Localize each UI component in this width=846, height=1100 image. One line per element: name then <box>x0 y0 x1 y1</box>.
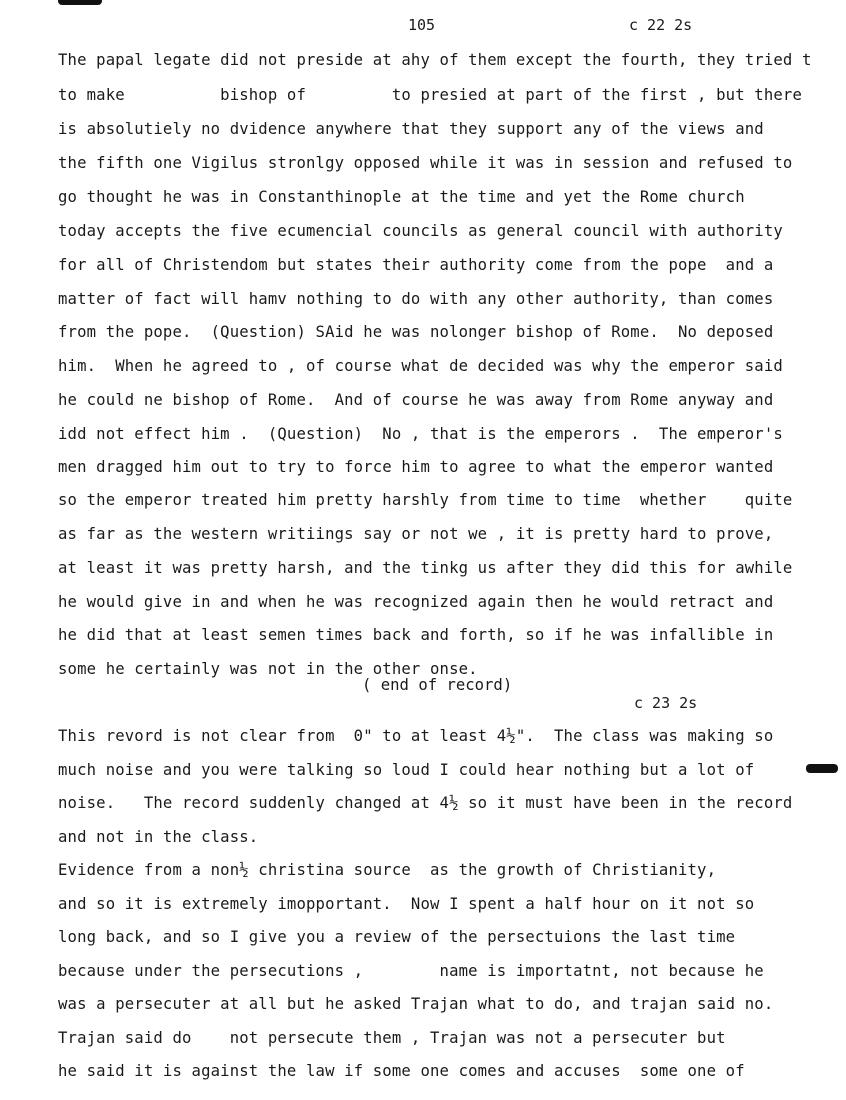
scan-artifact-mark <box>58 0 102 5</box>
text-line: so the emperor treated him pretty harshly from time to time whether quite <box>58 491 793 509</box>
text-line: for all of Christendom but states their authority come from the pope and a <box>58 256 774 274</box>
text-line: the fifth one Vigilus stronlgy opposed while it was in session and refused to <box>58 154 793 172</box>
text-line: him. When he agreed to , of course what de decided was why the emperor said <box>58 357 783 375</box>
text-line: matter of fact will hamv nothing to do with any other authority, than comes <box>58 290 774 308</box>
text-line: is absolutiely no dvidence anywhere that they support any of the views and <box>58 120 764 138</box>
ink-blot <box>806 764 838 773</box>
text-line: This revord is not clear from 0" to at least 4½". The class was making so <box>58 727 774 745</box>
text-line: and not in the class. <box>58 828 259 846</box>
text-line: Evidence from a non½ christina source as the growth of Christianity, <box>58 861 717 879</box>
text-line: he would give in and when he was recognized again then he would retract and <box>58 593 774 611</box>
text-line: he said it is against the law if some one comes and accuses some one of <box>58 1062 745 1080</box>
text-line: and so it is extremely imopportant. Now I spent a half hour on it not so <box>58 895 755 913</box>
text-line: he did that at least semen times back and forth, so if he was infallible in <box>58 626 774 644</box>
text-line: at least it was pretty harsh, and the tinkg us after they did this for awhile <box>58 559 793 577</box>
text-line: to make bishop of to presied at part of the first , but there <box>58 86 802 104</box>
text-line: noise. The record suddenly changed at 4½ so it must have been in the record <box>58 794 793 812</box>
text-line: from the pope. (Question) SAid he was nolonger bishop of Rome. No deposed <box>58 323 774 341</box>
text-line: go thought he was in Constanthinople at the time and yet the Rome church <box>58 188 745 206</box>
text-line: The papal legate did not preside at ahy of them except the fourth, they tried t <box>58 51 812 69</box>
text-line: because under the persecutions , name is importatnt, not because he <box>58 962 764 980</box>
text-line: long back, and so I give you a review of the persectuions the last time <box>58 928 736 946</box>
text-line: much noise and you were talking so loud I could hear nothing but a lot of <box>58 761 755 779</box>
text-line: idd not effect him . (Question) No , that is the emperors . The emperor's <box>58 425 783 443</box>
page-number: 105 <box>408 16 436 34</box>
text-line: was a persecuter at all but he asked Trajan what to do, and trajan said no. <box>58 995 774 1013</box>
text-line: he could ne bishop of Rome. And of course he was away from Rome anyway and <box>58 391 774 409</box>
text-line: men dragged him out to try to force him to agree to what the emperor wanted <box>58 458 774 476</box>
text-line: Trajan said do not persecute them , Trajan was not a persecuter but <box>58 1029 726 1047</box>
reference-code-top: c 22 2s <box>629 16 693 34</box>
reference-code-mid: c 23 2s <box>634 694 698 712</box>
text-line: today accepts the five ecumencial councils as general council with authority <box>58 222 783 240</box>
text-line: as far as the western writiings say or not we , it is pretty hard to prove, <box>58 525 774 543</box>
end-of-record-note: ( end of record) <box>362 676 513 694</box>
text-line: some he certainly was not in the other onse. <box>58 660 478 678</box>
